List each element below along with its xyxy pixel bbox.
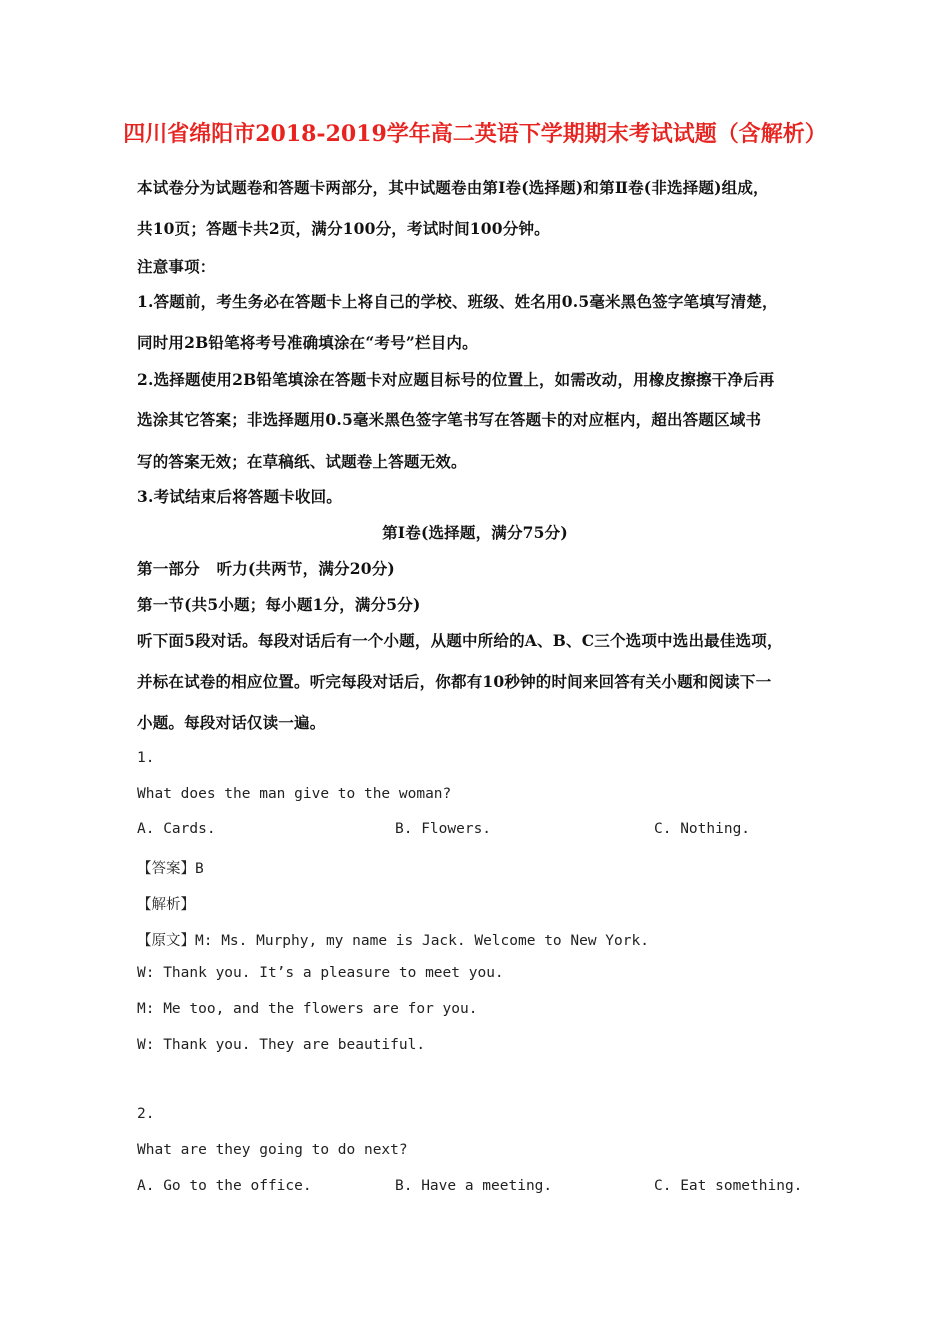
intro-line-1: 本试卷分为试题卷和答题卡两部分，其中试题卷由第Ⅰ卷(选择题)和第Ⅱ卷(非选择题)组成， bbox=[137, 178, 769, 197]
analysis-label: 【解析】 bbox=[137, 897, 195, 913]
intro-line-2: 共10页；答题卡共2页，满分100分，考试时间100分钟。 bbox=[137, 219, 550, 238]
instructions-line-1: 听下面5段对话。每段对话后有一个小题，从题中所给的A、B、C三个选项中选出最佳选项， bbox=[137, 631, 783, 650]
instructions-line-2: 并标在试卷的相应位置。听完每段对话后，你都有10秒钟的时间来回答有关小题和阅读下一 bbox=[137, 672, 772, 691]
note-2-line-2: 选涂其它答案；非选择题用0.5毫米黑色签字笔书写在答题卡的对应框内，超出答题区域书 bbox=[137, 410, 762, 429]
note-1-line-1: 1.答题前，考生务必在答题卡上将自己的学校、班级、姓名用0.5毫米黑色签字笔填写清楚， bbox=[137, 292, 778, 311]
question-text: What does the man give to the woman? bbox=[137, 786, 452, 802]
question-number: 1. bbox=[137, 750, 155, 766]
instructions-line-3: 小题。每段对话仅读一遍。 bbox=[137, 713, 326, 732]
option-a: A. Cards. bbox=[137, 821, 216, 837]
section-heading: 第Ⅰ卷(选择题，满分75分) bbox=[382, 523, 568, 542]
answer-label: 【答案】B bbox=[137, 861, 204, 877]
option-c: C. Eat something. bbox=[654, 1178, 803, 1194]
transcript-line: M: Me too, and the flowers are for you. bbox=[137, 1001, 478, 1017]
transcript-line: 【原文】M: Ms. Murphy, my name is Jack. Welcome to New York. bbox=[137, 933, 649, 949]
section-one-heading: 第一节(共5小题；每小题1分，满分5分) bbox=[137, 595, 421, 614]
note-3: 3.考试结束后将答题卡收回。 bbox=[137, 487, 342, 506]
option-c: C. Nothing. bbox=[654, 821, 751, 837]
note-1-line-2: 同时用2B铅笔将考号准确填涂在“考号”栏目内。 bbox=[137, 333, 478, 352]
note-2-line-1: 2.选择题使用2B铅笔填涂在答题卡对应题目标号的位置上，如需改动，用橡皮擦擦干净后再 bbox=[137, 370, 775, 389]
transcript-line: W: Thank you. They are beautiful. bbox=[137, 1037, 426, 1053]
note-2-line-3: 写的答案无效；在草稿纸、试题卷上答题无效。 bbox=[137, 452, 467, 471]
part-one-heading: 第一部分 听力(共两节，满分20分) bbox=[137, 559, 395, 578]
option-a: A. Go to the office. bbox=[137, 1178, 312, 1194]
transcript-line: W: Thank you. It’s a pleasure to meet you. bbox=[137, 965, 504, 981]
question-number: 2. bbox=[137, 1106, 155, 1122]
option-b: B. Have a meeting. bbox=[395, 1178, 553, 1194]
document-title: 四川省绵阳市2018-2019学年高二英语下学期期末考试试题（含解析） bbox=[123, 121, 827, 147]
option-b: B. Flowers. bbox=[395, 821, 492, 837]
notes-heading: 注意事项： bbox=[137, 257, 216, 276]
question-text: What are they going to do next? bbox=[137, 1142, 408, 1158]
